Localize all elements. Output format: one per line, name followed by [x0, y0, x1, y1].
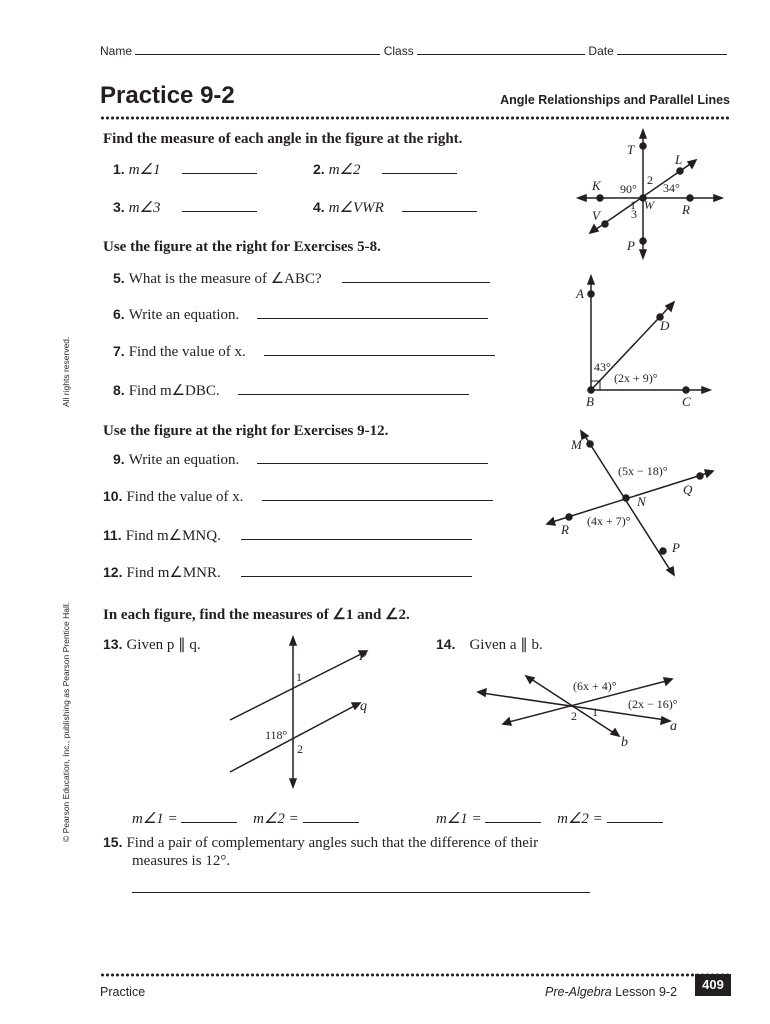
- answer-line-5[interactable]: [342, 270, 490, 283]
- exercise-9: 9. Write an equation.: [113, 451, 488, 469]
- label-r: R: [682, 202, 690, 217]
- exercise-10: 10. Find the value of x.: [103, 488, 493, 506]
- footer-divider: [100, 973, 730, 977]
- point-m: [587, 441, 593, 447]
- exercise-12: 12. Find m∠MNR.: [103, 563, 472, 582]
- arrow-down: [640, 250, 646, 258]
- point-p: [660, 548, 666, 554]
- arrow-right: [714, 195, 722, 201]
- answer-line-7[interactable]: [264, 343, 495, 356]
- label-5x18: (5x − 18)°: [618, 464, 668, 478]
- figure-13: [225, 635, 390, 793]
- label-k: K: [592, 178, 601, 193]
- page-subtitle: Angle Relationships and Parallel Lines: [500, 93, 730, 107]
- exercise-4: 4. m∠VWR: [313, 198, 477, 217]
- point-n: [623, 495, 629, 501]
- name-field[interactable]: [135, 42, 380, 55]
- answer-line-3[interactable]: [182, 199, 257, 212]
- point-q: [697, 473, 703, 479]
- exercise-15: 15. Find a pair of complementary angles such that the difference of their: [103, 834, 539, 851]
- point-c: [683, 387, 689, 393]
- arrow-a: [588, 276, 594, 284]
- answer-line-13b[interactable]: [303, 810, 359, 823]
- answer-line-8[interactable]: [238, 382, 469, 395]
- footer-left: Practice: [100, 985, 146, 999]
- label-c: C: [682, 394, 691, 409]
- label-n1: 1: [630, 198, 636, 212]
- exercise-7: 7. Find the value of x.: [113, 343, 495, 361]
- answer-line-2[interactable]: [382, 161, 457, 174]
- date-field[interactable]: [617, 42, 727, 55]
- answer-line-12[interactable]: [241, 564, 472, 577]
- exercise-11: 11. Find m∠MNQ.: [103, 526, 472, 545]
- answer-line-13a[interactable]: [181, 810, 237, 823]
- figure-1: [570, 128, 730, 260]
- exercise-1: 1. m∠1: [113, 160, 257, 179]
- label-b: B: [586, 394, 594, 409]
- label-d: D: [660, 318, 670, 333]
- answer-line-11[interactable]: [241, 527, 472, 540]
- label-t: T: [627, 142, 635, 157]
- section2-instruction: Use the figure at the right for Exercises 5-8.: [103, 239, 381, 255]
- label-2x16: (2x − 16)°: [628, 697, 678, 711]
- figure-3: [545, 428, 720, 578]
- answers-14: m∠1 = m∠2 =: [436, 809, 663, 828]
- name-class-date-row: [100, 42, 727, 58]
- label-1: 1: [296, 670, 302, 684]
- label-1: 1: [592, 705, 598, 719]
- point-r: [566, 514, 572, 520]
- exercise-13: 13. Given p ∥ q.: [103, 636, 201, 653]
- copyright-notice: © Pearson Education, Inc., publishing as Pearson Prentice Hall.: [61, 601, 71, 842]
- answers-13: m∠1 = m∠2 =: [132, 809, 359, 828]
- exercise-6: 6. Write an equation.: [113, 306, 488, 324]
- label-a: a: [670, 719, 677, 734]
- label-w: W: [644, 198, 654, 212]
- arrow-up: [640, 130, 646, 138]
- class-label: Class: [383, 44, 414, 58]
- point-t: [640, 143, 646, 149]
- footer-right: Pre-Algebra Lesson 9-2: [545, 985, 678, 999]
- page-number: 409: [695, 974, 731, 996]
- arrow-left: [578, 195, 586, 201]
- exercise-5: 5. What is the measure of ∠ABC?: [113, 269, 490, 288]
- label-43: 43°: [594, 360, 611, 374]
- point-p: [640, 238, 646, 244]
- label-2x9: (2x + 9)°: [614, 371, 658, 385]
- arrow-v: [590, 225, 598, 233]
- section3-instruction: Use the figure at the right for Exercises 9-12.: [103, 423, 389, 439]
- answer-line-14a[interactable]: [485, 810, 541, 823]
- label-p: P: [672, 540, 680, 555]
- point-r: [687, 195, 693, 201]
- label-p: p: [360, 646, 367, 661]
- label-b: b: [621, 735, 628, 750]
- figure-14: [470, 668, 700, 750]
- label-34: 34°: [663, 181, 680, 195]
- line-p: [230, 652, 365, 720]
- answer-line-10[interactable]: [262, 488, 493, 501]
- label-2: 2: [297, 742, 303, 756]
- exercise-8: 8. Find m∠DBC.: [113, 381, 469, 400]
- exercise-2: 2. m∠2: [313, 160, 457, 179]
- section1-instruction: Find the measure of each angle in the figure at the right.: [103, 131, 463, 147]
- rights-reserved: All rights reserved.: [61, 336, 71, 407]
- arrow-l: [688, 160, 696, 168]
- answer-line-9[interactable]: [257, 451, 488, 464]
- label-p: P: [627, 238, 635, 253]
- label-n3: 3: [631, 207, 637, 221]
- point-l: [677, 168, 683, 174]
- label-2: 2: [571, 709, 577, 723]
- label-4x7: (4x + 7)°: [587, 514, 631, 528]
- label-m: M: [571, 437, 582, 452]
- page-title: Practice 9-2: [100, 82, 235, 109]
- name-label: Name: [100, 44, 133, 58]
- point-k: [597, 195, 603, 201]
- label-a: A: [576, 286, 584, 301]
- header-divider: [100, 116, 730, 120]
- label-l: L: [675, 152, 683, 167]
- line-q: [230, 704, 358, 772]
- answer-line-4[interactable]: [402, 199, 477, 212]
- label-118: 118°: [265, 728, 288, 742]
- answer-line-15[interactable]: [132, 892, 590, 893]
- answer-line-14b[interactable]: [607, 810, 663, 823]
- exercise-15-line2: measures is 12°.: [132, 853, 231, 869]
- point-a: [588, 291, 594, 297]
- label-v: V: [592, 208, 600, 223]
- label-q: q: [360, 699, 367, 714]
- answer-line-1[interactable]: [182, 161, 257, 174]
- arrow-c: [702, 387, 710, 393]
- point-v: [602, 221, 608, 227]
- label-q: Q: [683, 482, 693, 497]
- exercise-3: 3. m∠3: [113, 198, 257, 217]
- label-r: R: [561, 522, 569, 537]
- section4-instruction: In each figure, find the measures of ∠1 and ∠2.: [103, 607, 410, 623]
- label-6x4: (6x + 4)°: [573, 679, 617, 693]
- point-b: [588, 387, 594, 393]
- label-n2: 2: [647, 173, 653, 187]
- date-label: Date: [588, 44, 614, 58]
- label-90: 90°: [620, 182, 637, 196]
- class-field[interactable]: [417, 42, 585, 55]
- answer-line-6[interactable]: [257, 306, 488, 319]
- figure-2: [570, 270, 720, 410]
- label-n: N: [637, 494, 646, 509]
- line-mp: [583, 433, 672, 573]
- exercise-14: 14. Given a ∥ b.: [436, 636, 543, 653]
